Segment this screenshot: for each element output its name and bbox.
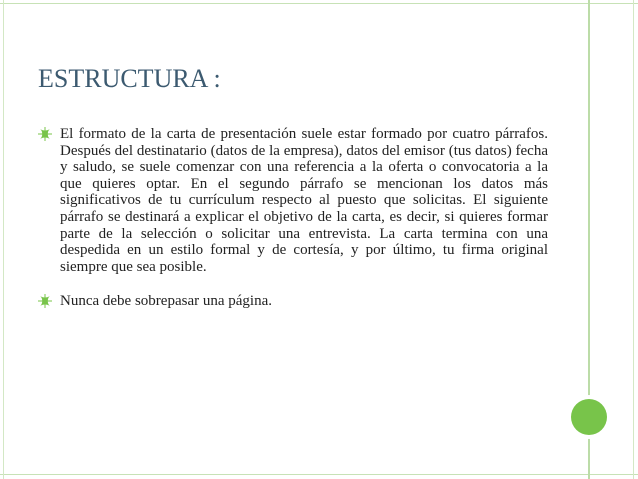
bullet-item (38, 293, 548, 310)
frame-top-line (0, 3, 638, 4)
frame-left-line (3, 0, 4, 479)
ornament-bullet-icon (38, 294, 52, 308)
green-circle-icon (571, 399, 607, 435)
ornament-bullet-icon (38, 127, 52, 141)
frame-right-line (633, 0, 634, 479)
bullet-item (38, 126, 548, 275)
bullet-text: El formato de la carta de presentación suele estar formado por cuatro párrafos. Después del destinatario (datos de la empresa), datos del emisor (tus datos) fecha y saludo, se suele comenzar con una referencia a la oferta o convocatoria a la que quieres optar. En el segundo párrafo se mencionan los datos más significativos de tu currículum respecto al puesto que solicitas. El siguiente párrafo se destinará a explicar el objetivo de la carta, es decir, si quieres formar parte de la selección o solicitar una entrevista. La carta termina con una despedida en un estilo formal y de cortesía, y por último, tu firma original siempre que sea posible. (60, 126, 548, 275)
bullet-text: Nunca debe sobrepasar una página. (60, 293, 272, 310)
slide-title: ESTRUCTURA : (38, 64, 221, 93)
bullet-list (38, 126, 548, 328)
frame-bottom-line (0, 474, 638, 475)
